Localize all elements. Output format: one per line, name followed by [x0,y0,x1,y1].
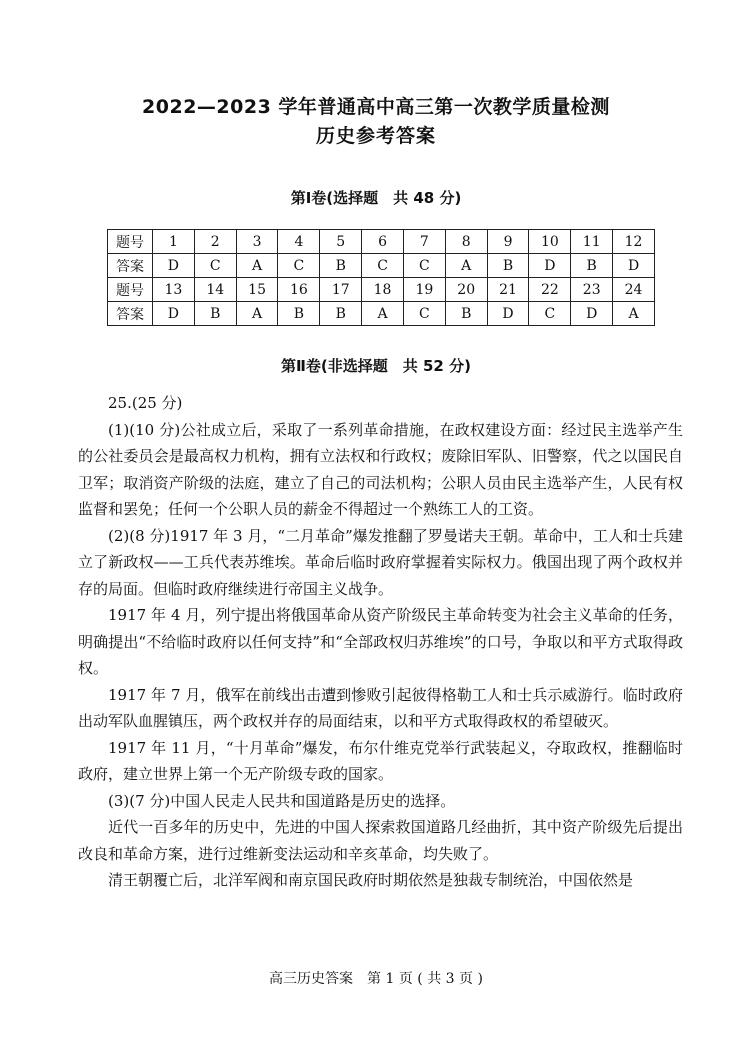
paragraph: (1)(10 分)公社成立后，采取了一系列革命措施，在政权建设方面：经过民主选举产生的公社委员会是最高权力机构，拥有立法权和行政权；废除旧军队、旧警察，代之以国民自卫军；取消资产阶级的法庭，建立了自己的司法机构；公职人员由民主选举产生，人民有权监督和罢免；任何一个公职人员的薪金不得超过一个熟练工人的工资。 [78,420,683,518]
paragraph: 1917 年 4 月，列宁提出将俄国革命从资产阶级民主革命转变为社会主义革命的任务，明确提出“不给临时政府以任何支持”和“全部政权归苏维埃”的口号，争取以和平方式取得政权。 [78,606,683,677]
paragraph: 1917 年 11 月，“十月革命”爆发，布尔什维克党举行武装起义，夺取政权，推翻临时政府，建立世界上第一个无产阶级专政的国家。 [78,738,683,783]
question-number-cell: 2 [194,230,236,254]
paragraph: (2)(8 分)1917 年 3 月，“二月革命”爆发推翻了罗曼诺夫王朝。革命中，工人和士兵建立了新政权——工兵代表苏维埃。革命后临时政府掌握着实际权力。俄国出现了两个政权并存的局面。但临时政府继续进行帝国主义战争。 [78,526,683,598]
question-number-cell: 20 [445,278,487,302]
question-number-cell: 23 [571,278,613,302]
table-row-answers [108,302,655,326]
answer-cell: A [445,254,487,278]
paragraph: 清王朝覆亡后，北洋军阀和南京国民政府时期依然是独裁专制统治，中国依然是 [108,871,634,889]
answer-cell: D [153,254,195,278]
question-number-cell: 18 [362,278,404,302]
row-label-answer: 答案 [108,302,153,326]
question-number-cell: 19 [403,278,445,302]
answer-table [107,229,655,326]
question-number-cell: 13 [153,278,195,302]
part2-heading: 第Ⅱ卷(非选择题 共 52 分) [281,357,471,375]
answer-cell: A [236,254,278,278]
question-number-cell: 8 [445,230,487,254]
question-number-cell: 3 [236,230,278,254]
answer-cell: D [529,254,571,278]
row-label-number: 题号 [108,230,153,254]
question-number: 25.(25 分) [108,394,183,412]
answer-cell: B [320,302,362,326]
question-number-cell: 4 [278,230,320,254]
question-number-cell: 11 [571,230,613,254]
row-label-answer: 答案 [108,254,153,278]
page-footer: 高三历史答案 第 1 页 ( 共 3 页 ) [269,971,483,987]
paragraph: 1917 年 7 月，俄军在前线出击遭到惨败引起彼得格勒工人和士兵示威游行。临时政府出动军队血腥镇压，两个政权并存的局面结束，以和平方式取得政权的希望破灭。 [78,685,683,730]
answer-cell: A [236,302,278,326]
row-label-number: 题号 [108,278,153,302]
answer-body [78,390,683,894]
answer-cell: A [362,302,404,326]
paragraph: (3)(7 分)中国人民走人民共和国道路是历史的选择。 [108,791,456,810]
question-number-cell: 9 [487,230,529,254]
question-number-cell: 12 [613,230,655,254]
answer-cell: B [278,302,320,326]
question-number-cell: 6 [362,230,404,254]
table-row-answers [108,254,655,278]
answer-cell: B [445,302,487,326]
question-number-cell: 17 [320,278,362,302]
answer-cell: B [194,302,236,326]
answer-cell: D [153,302,195,326]
question-number-cell: 24 [613,278,655,302]
answer-cell: D [571,302,613,326]
answer-cell: B [320,254,362,278]
question-number-cell: 10 [529,230,571,254]
answer-cell: C [278,254,320,278]
question-number-cell: 21 [487,278,529,302]
part1-heading: 第Ⅰ卷(选择题 共 48 分) [290,189,462,207]
table-row-numbers [108,278,655,302]
question-number-cell: 1 [153,230,195,254]
answer-cell: A [613,302,655,326]
question-number-cell: 14 [194,278,236,302]
answer-cell: C [529,302,571,326]
question-number-cell: 15 [236,278,278,302]
question-number-cell: 5 [320,230,362,254]
document-subtitle: 历史参考答案 [315,125,436,147]
table-row-numbers [108,230,655,254]
question-number-cell: 16 [278,278,320,302]
question-number-cell: 22 [529,278,571,302]
answer-cell: C [403,254,445,278]
answer-cell: B [487,254,529,278]
question-number-cell: 7 [403,230,445,254]
document-title: 2022—2023 学年普通高中高三第一次教学质量检测 [142,96,610,118]
answer-cell: D [487,302,529,326]
answer-cell: C [362,254,404,278]
answer-cell: B [571,254,613,278]
answer-cell: C [403,302,445,326]
answer-cell: C [194,254,236,278]
paragraph: 近代一百多年的历史中，先进的中国人探索救国道路几经曲折，其中资产阶级先后提出改良和革命方案，进行过维新变法运动和辛亥革命，均失败了。 [78,818,683,863]
answer-cell: D [613,254,655,278]
